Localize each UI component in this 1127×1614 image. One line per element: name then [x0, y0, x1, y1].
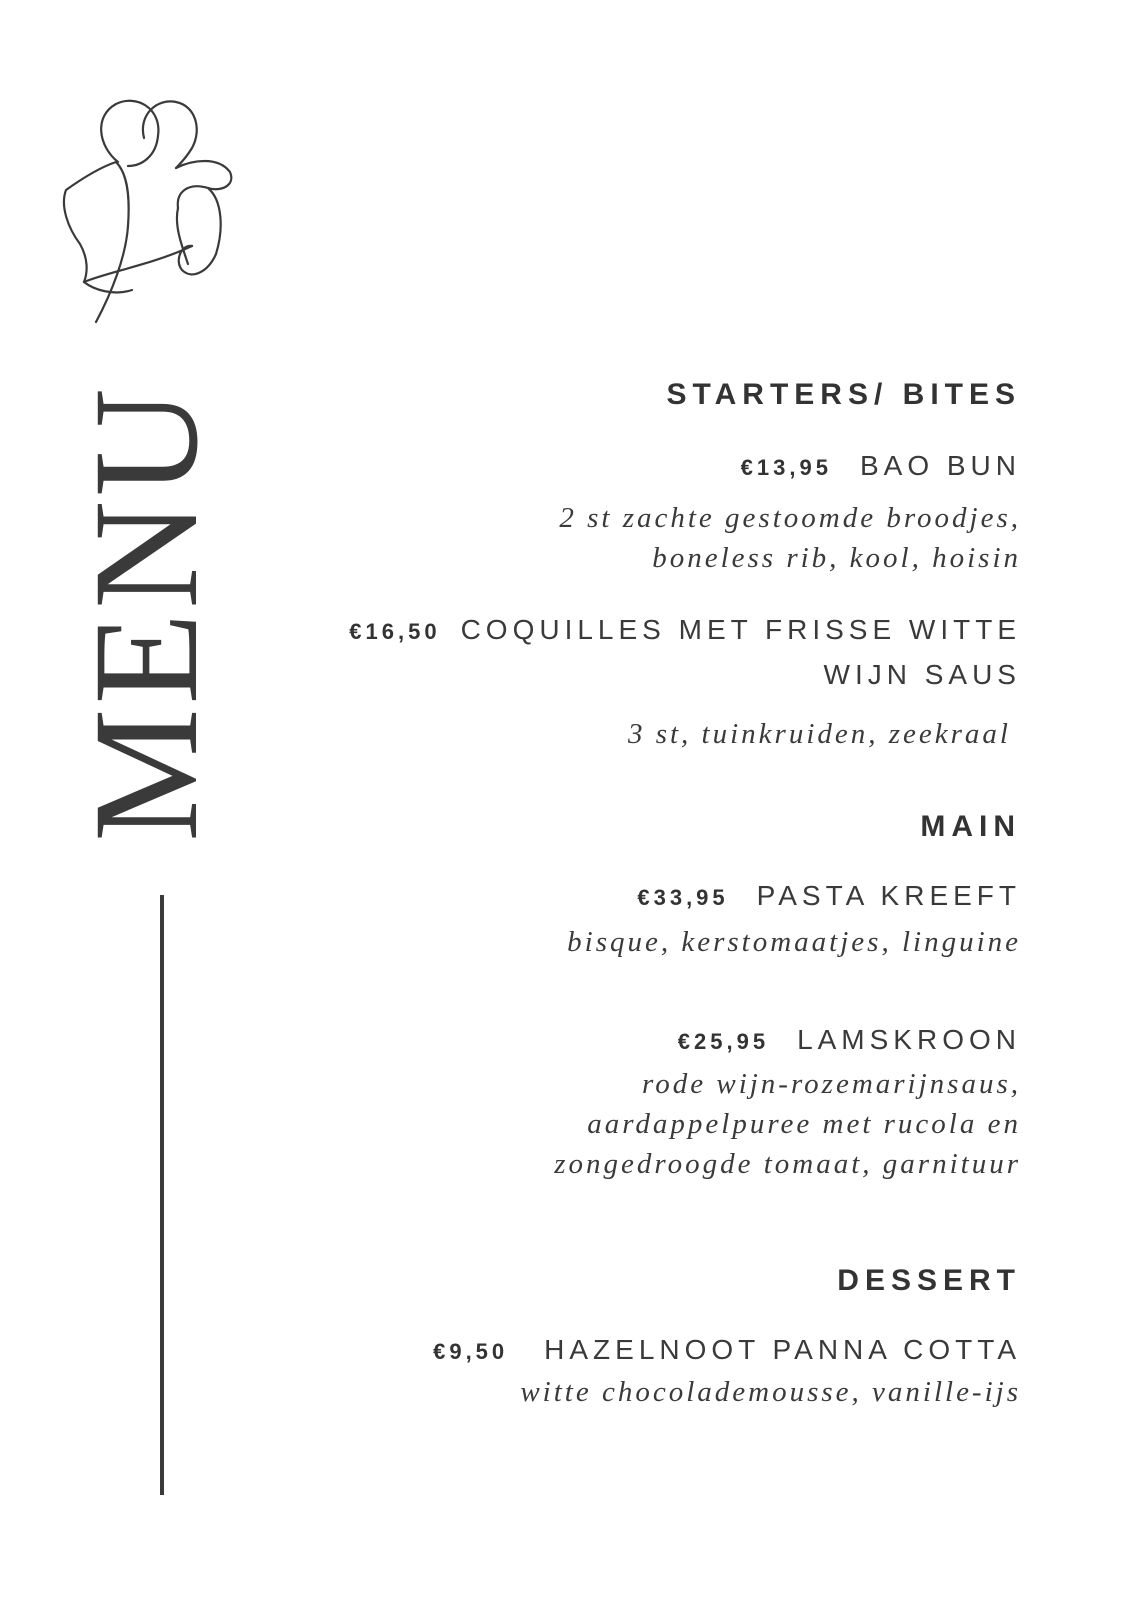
item-name: BAO BUN [859, 450, 1021, 481]
menu-item-lamskroon [241, 1024, 1021, 1056]
section-title-main: MAIN [920, 810, 1021, 843]
menu-content [241, 378, 1021, 1412]
menu-item-bao-bun [241, 450, 1021, 482]
line-art-embrace-icon [58, 96, 248, 332]
menu-item-pasta-kreeft [241, 880, 1021, 912]
item-description: rode wijn-rozemarijnsaus, aardappelpuree met rucola en zongedroogde tomaat, garnituur [554, 1068, 1021, 1180]
vertical-divider [160, 895, 164, 1495]
item-name: PASTA KREEFT [756, 880, 1021, 911]
item-name-line-2: WIJN SAUS [823, 659, 1021, 690]
item-price: €9,50 [433, 1339, 509, 1364]
item-description: bisque, kerstomaatjes, linguine [567, 926, 1021, 958]
item-description: 2 st zachte gestoomde broodjes, boneless rib, kool, hoisin [559, 502, 1021, 574]
item-description: 3 st, tuinkruiden, zeekraal [627, 718, 1011, 750]
item-name: LAMSKROON [797, 1024, 1021, 1055]
item-name: COQUILLES MET FRISSE WITTE [460, 614, 1021, 645]
menu-item-coquilles [241, 610, 1021, 700]
section-title-starters: STARTERS/ BITES [666, 378, 1021, 411]
item-price: €16,50 [349, 619, 441, 644]
menu-title-text: MENU [63, 384, 229, 842]
item-price: €25,95 [677, 1029, 770, 1054]
item-price: €33,95 [637, 885, 729, 910]
item-description: witte chocolademousse, vanille-ijs [520, 1376, 1021, 1408]
menu-item-panna-cotta [241, 1334, 1021, 1366]
item-price: €13,95 [740, 455, 832, 480]
section-title-dessert: DESSERT [837, 1264, 1021, 1297]
item-name: HAZELNOOT PANNA COTTA [544, 1334, 1021, 1365]
